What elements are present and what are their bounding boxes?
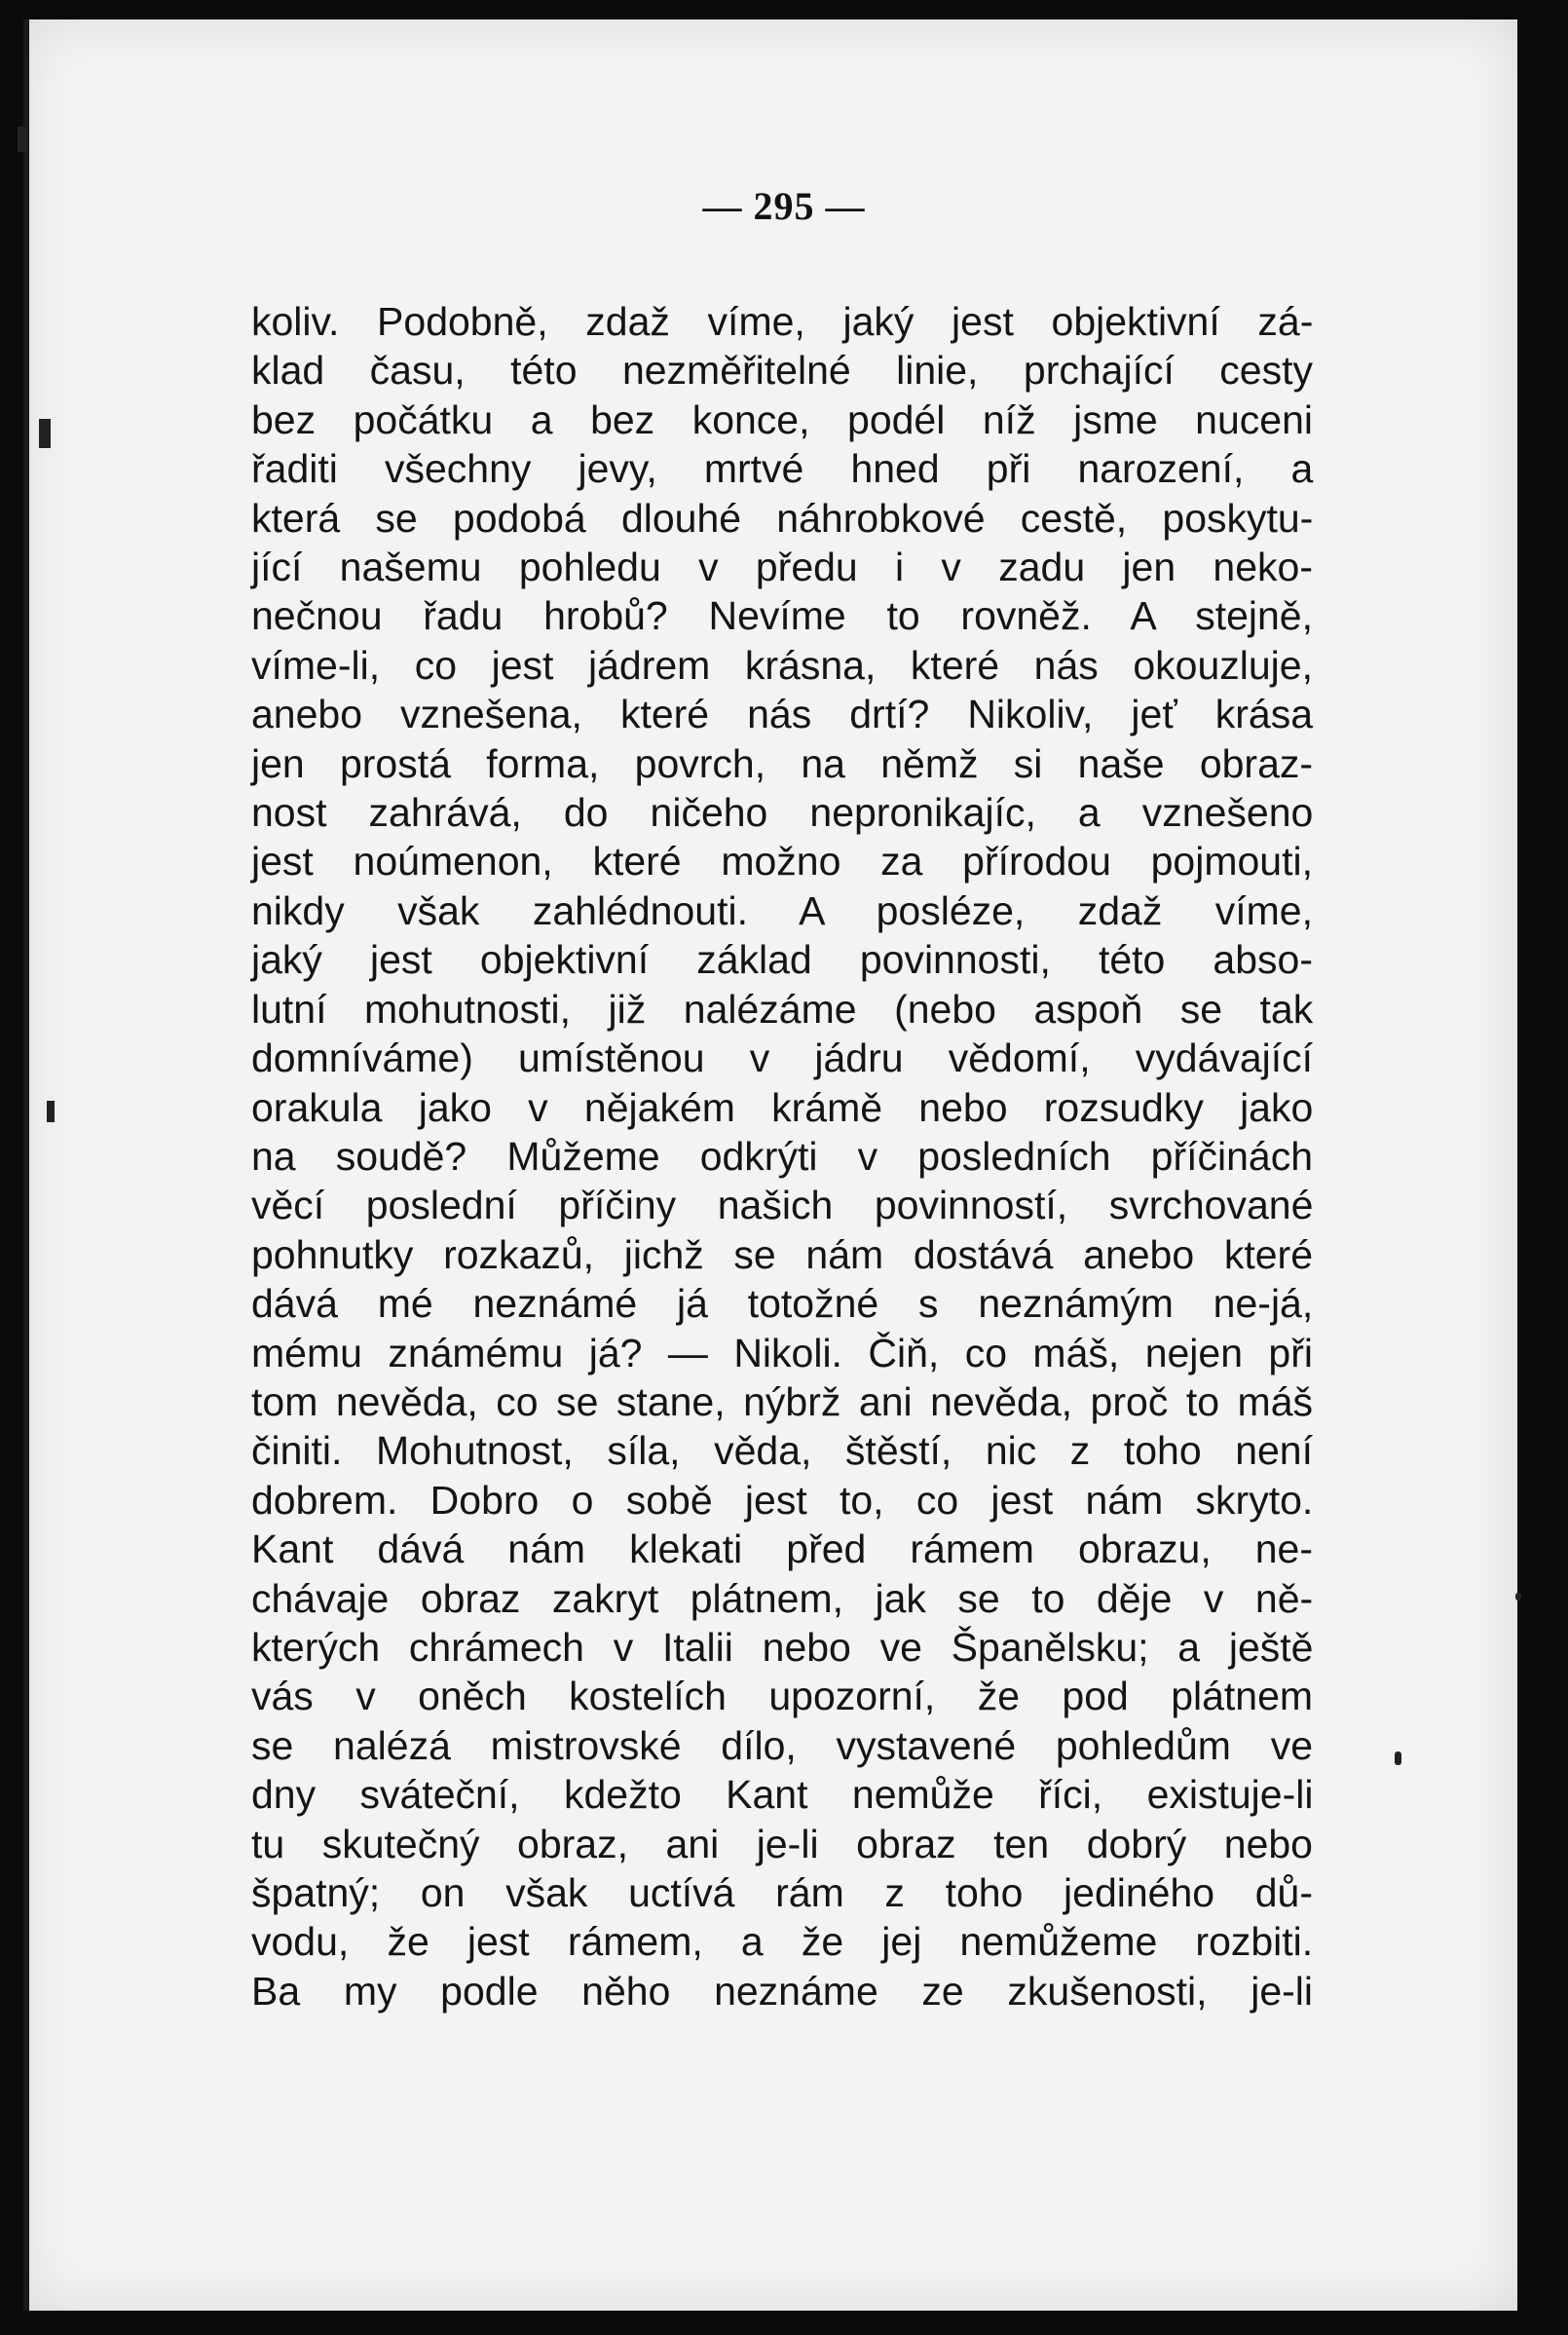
text-line: chávaje obraz zakryt plátnem, jak se to děje v ně- xyxy=(251,1575,1314,1621)
text-line: pohnutky rozkazů, jichž se nám dostává anebo které xyxy=(251,1231,1313,1277)
text-line: tom nevěda, co se stane, nýbrž ani nevěda, proč to máš xyxy=(251,1378,1313,1424)
text-line: špatný; on však uctívá rám z toho jediného dů- xyxy=(251,1870,1313,1915)
text-line: činiti. Mohutnost, síla, věda, štěstí, nic z toho není xyxy=(251,1428,1313,1474)
scan-speck xyxy=(1515,1593,1521,1601)
text-line: klad času, této nezměřitelné linie, prchající cesty xyxy=(251,348,1313,394)
text-line: mému známému já? — Nikoli. Čiň, co máš, nejen při xyxy=(251,1330,1313,1375)
text-line: lutní mohutnosti, již nalézáme (nebo aspoň se tak xyxy=(251,986,1314,1032)
scan-speck xyxy=(1395,1751,1401,1765)
text-line: nikdy však zahlédnouti. A posléze, zdaž víme, xyxy=(251,887,1313,933)
scan-speck xyxy=(18,127,27,152)
text-line: koliv. Podobně, zdaž víme, jaký jest objektivní zá- xyxy=(251,299,1314,344)
text-line: která se podobá dlouhé náhrobkové cestě, poskytu- xyxy=(251,495,1314,541)
text-line: jaký jest objektivní základ povinnosti, této abso- xyxy=(251,937,1313,983)
text-line: Ba my podle něho neznáme ze zkušenosti, je-li xyxy=(251,1968,1313,2014)
text-line: nečnou řadu hrobů? Nevíme to rovněž. A stejně, xyxy=(251,593,1313,639)
text-line: jen prostá forma, povrch, na němž si naše obraz- xyxy=(251,740,1314,786)
scan-speck xyxy=(39,419,51,448)
text-line: se nalézá mistrovské dílo, vystavené pohledům ve xyxy=(251,1722,1313,1768)
text-line: bez počátku a bez konce, podél níž jsme nuceni xyxy=(251,396,1313,442)
text-line: vodu, že jest rámem, a že jej nemůžeme rozbiti. xyxy=(251,1919,1314,1965)
text-line: dny sváteční, kdežto Kant nemůže říci, existuje-li xyxy=(251,1772,1314,1818)
text-line: dává mé neznámé já totožné s neznámým ne-já, xyxy=(251,1281,1314,1327)
text-line: domníváme) umístěnou v jádru vědomí, vydávající xyxy=(251,1036,1314,1081)
text-line: kterých chrámech v Italii nebo ve Španělsku; a ještě xyxy=(251,1624,1314,1670)
text-line: orakula jako v nějakém krámě nebo rozsudky jako xyxy=(251,1084,1314,1130)
text-line: jící našemu pohledu v předu i v zadu jen neko- xyxy=(251,545,1313,590)
text-line: Kant dává nám klekati před rámem obrazu, ne- xyxy=(251,1526,1313,1572)
text-line: věcí poslední příčiny našich povinností, svrchované xyxy=(251,1183,1314,1228)
text-line: na soudě? Můžeme odkrýti v posledních příčinách xyxy=(251,1133,1313,1179)
text-line: dobrem. Dobro o sobě jest to, co jest nám skryto. xyxy=(251,1477,1314,1523)
text-line: jest noúmenon, které možno za přírodou pojmouti, xyxy=(251,839,1313,885)
text-line: vás v oněch kostelích upozorní, že pod plátnem xyxy=(251,1674,1314,1719)
text-line: anebo vznešena, které nás drtí? Nikoliv, jeť krása xyxy=(251,692,1313,737)
body-text xyxy=(251,297,1313,2015)
scan-speck xyxy=(47,1101,55,1122)
text-line: tu skutečný obraz, ani je-li obraz ten dobrý nebo xyxy=(251,1821,1313,1866)
text-line: víme-li, co jest jádrem krásna, které nás okouzluje, xyxy=(251,642,1313,688)
binding-edge xyxy=(23,19,29,2311)
page-number: — 295 — xyxy=(702,184,866,228)
text-line: řaditi všechny jevy, mrtvé hned při narození, a xyxy=(251,446,1314,492)
text-line: nost zahrává, do ničeho nepronikajíc, a vznešeno xyxy=(251,790,1314,836)
